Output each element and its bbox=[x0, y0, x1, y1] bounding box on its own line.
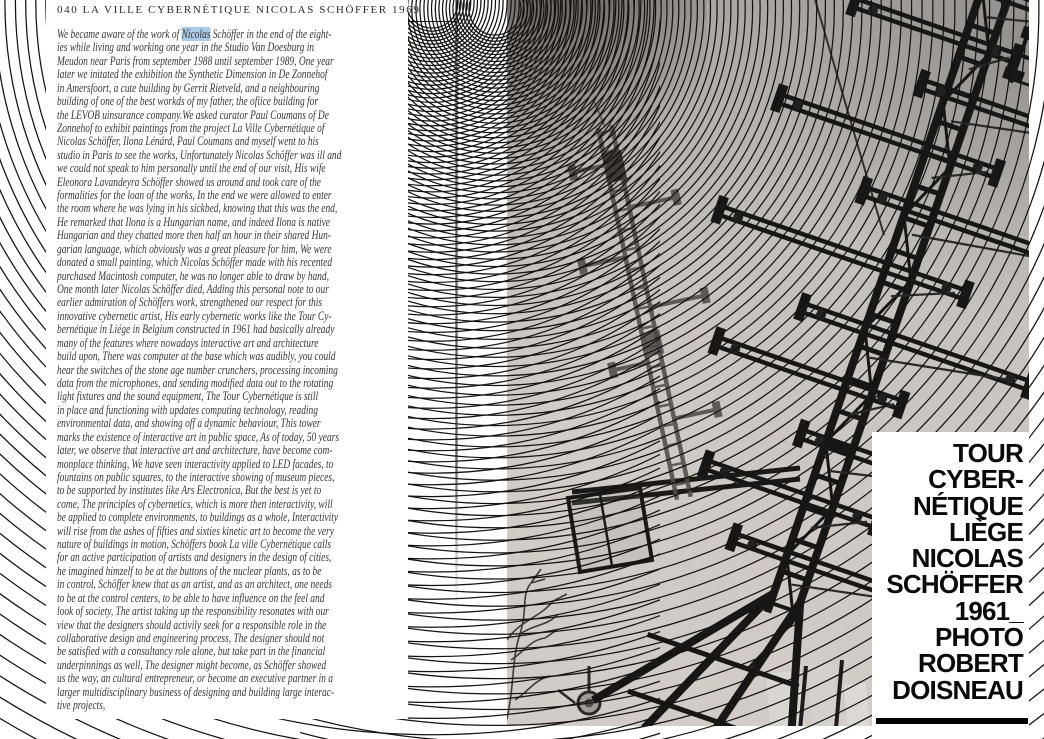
text-line: formalities for the loan of the works, In the end we were allowed to enter bbox=[57, 188, 332, 203]
text-line: donated a small painting, which Nicolas Schöffer made with his recented bbox=[57, 255, 333, 270]
caption-line: CYBER- bbox=[928, 464, 1023, 495]
text-line: view that the designers should activily seek for a responsible role in the bbox=[57, 617, 327, 632]
text-line: be applied to complete environments, to buildings as a whole, Interactivity bbox=[57, 510, 339, 525]
caption-line: NICOLAS bbox=[911, 543, 1023, 574]
text-line: to be at the control centers, to be able to have influence on the feel and bbox=[57, 590, 325, 605]
text-line: marks the existence of interactive art in public space, As of today, 50 years bbox=[57, 429, 340, 444]
caption-line: DOISNEAU bbox=[892, 674, 1023, 705]
text-line: One month later Nicolas Schöffer died, Adding this personal note to our bbox=[57, 282, 329, 297]
text-line: in control, Schöffer knew that as an artist, and as an architect, one needs bbox=[57, 577, 332, 592]
text-line: building of one of the best workds of my father, the ofiice building for bbox=[57, 94, 319, 109]
text-line: fountains on public squares, to the interactive showing of museum pieces, bbox=[57, 469, 335, 484]
caption-lines bbox=[872, 440, 1023, 703]
text-line: he imagined himzelf to be at the buttons of the nuclear plants, as to be bbox=[57, 563, 322, 578]
text-line: hear the switches of the stone age number crunchers, processing incoming bbox=[57, 362, 338, 377]
text-line: ies while living and working one year in the Studio Van Doesburg in bbox=[57, 40, 315, 55]
text-line: to be supported by institutes like Ars Electronica, But the best is yet to bbox=[57, 483, 322, 498]
text-line: for an active participation of artists and designers in the design of cities, bbox=[57, 550, 332, 565]
photo-caption bbox=[872, 432, 1029, 739]
caption-line: NÉTIQUE bbox=[913, 490, 1023, 521]
text-line: larger multidisciplinary business of designing and building large interac- bbox=[57, 684, 335, 699]
text-line: Hungarian and they chatted more then half an hour in their shared Hun- bbox=[57, 228, 331, 243]
text-line: be satisfied with a consultancy role alone, but take part in the financial bbox=[57, 644, 326, 659]
selection-highlight[interactable]: Nicolas bbox=[181, 27, 211, 41]
page-header: 040 LA VILLE CYBERNÉTIQUE NICOLAS SCHÖFFER 1969 bbox=[57, 4, 421, 16]
text-line: nature of buildings in motion, Schöffers book La ville Cybernétique calls bbox=[57, 537, 332, 552]
caption-line: 1961_ bbox=[954, 595, 1023, 626]
text-line: us the way, an cultural entrepreneur, or become an executive partner in a bbox=[57, 671, 333, 686]
text-line: come, The principles of cybernetics, which is more then interactivity, will bbox=[57, 496, 333, 511]
caption-line: LIÈGE bbox=[948, 516, 1023, 547]
text-line: in Amersfoort, a cute building by Gerrit Rietveld, and a neighbouring bbox=[57, 80, 320, 95]
text-line: He remarked that Ilona is a Hungarian name, and indeed Ilona is native bbox=[57, 214, 330, 229]
text-line: earlier admiration of Schöffers work, strengthened our respect for this bbox=[57, 295, 323, 310]
left-page bbox=[46, 0, 421, 719]
caption-line: TOUR bbox=[953, 438, 1023, 468]
text-line: Nicolas Schöffer, Ilona Lénárd, Paul Coumans and myself went to his bbox=[57, 134, 319, 149]
text-line: many of the features where nowadays interactive art and architecture bbox=[57, 335, 319, 350]
text-line: build upon, There was computer at the base which was audibly, you could bbox=[57, 349, 336, 364]
text-line: light fixtures and the sound equipment, The Tour Cybernétique is still bbox=[57, 389, 319, 404]
text-line: look of society, The artist taking up the responsibility resonates with our bbox=[57, 604, 329, 619]
text-line: purchased Macintosh computer, he was no longer able to draw by hand, bbox=[57, 268, 329, 283]
text-line: underpinnings as well, The designer might become, as Schöffer showed bbox=[57, 657, 327, 672]
text-line: studio in Paris to see the works, Unfortunately Nicolas Schöffer was ill and bbox=[57, 147, 342, 162]
text-line: later we initated the exhibition the Synthetic Dimension in De Zonnehof bbox=[57, 67, 328, 82]
text-line: Zonnehof to exhibit paintings from the project La Ville Cybernétique of bbox=[57, 120, 325, 135]
text-line: garian language, which obviously was a great pleasure for him, We were bbox=[57, 241, 332, 256]
caption-line: PHOTO bbox=[935, 622, 1023, 653]
caption-line: SCHÖFFER bbox=[886, 569, 1023, 600]
text-line: data from the microphones, and sending modified data out to the rotating bbox=[57, 375, 334, 390]
article-text[interactable] bbox=[57, 28, 402, 713]
text-line: environmental data, and showing off a dynamic behaviour, This tower bbox=[57, 416, 321, 431]
text-line: Eleonora Lavandeyra Schöffer showed us around and took care of the bbox=[57, 174, 321, 189]
text-line: the room where he was lying in his sickbed, knowing that this was the end, bbox=[57, 201, 338, 216]
text-line: in place and functioning with updates computing technology, reading bbox=[57, 402, 318, 417]
text-line: We became aware of the work of Nicolas Schöffer in the end of the eight- bbox=[57, 27, 332, 41]
text-line: collaborative design and engineering process, The designer should not bbox=[57, 630, 325, 645]
text-line: will rise from the ashes of fifties and sixties kinetic art to become the very bbox=[57, 523, 334, 538]
text-line: tive projects, bbox=[57, 698, 106, 713]
text-line: we could not speak to him personally until the end of our visit, His wife bbox=[57, 161, 326, 176]
text-line: monplace thinking, We have seen interactivity applied to LED facades, to bbox=[57, 456, 334, 471]
text-line: the LEVOB uinsurance company.We asked curator Paul Coumans of De bbox=[57, 107, 329, 122]
text-line: innovative cybernetic artist, His early cybernetic works like the Tour Cy- bbox=[57, 308, 332, 323]
text-line: Meudon near Paris from september 1988 until september 1989, One year bbox=[57, 53, 334, 68]
caption-line: ROBERT bbox=[918, 648, 1023, 679]
text-line: later, we observe that interactive art and architecture, have become com- bbox=[57, 443, 333, 458]
text-line: bernétique in Liége in Belgium constructed in 1961 had basically already bbox=[57, 322, 335, 337]
caption-rule bbox=[876, 718, 1028, 724]
